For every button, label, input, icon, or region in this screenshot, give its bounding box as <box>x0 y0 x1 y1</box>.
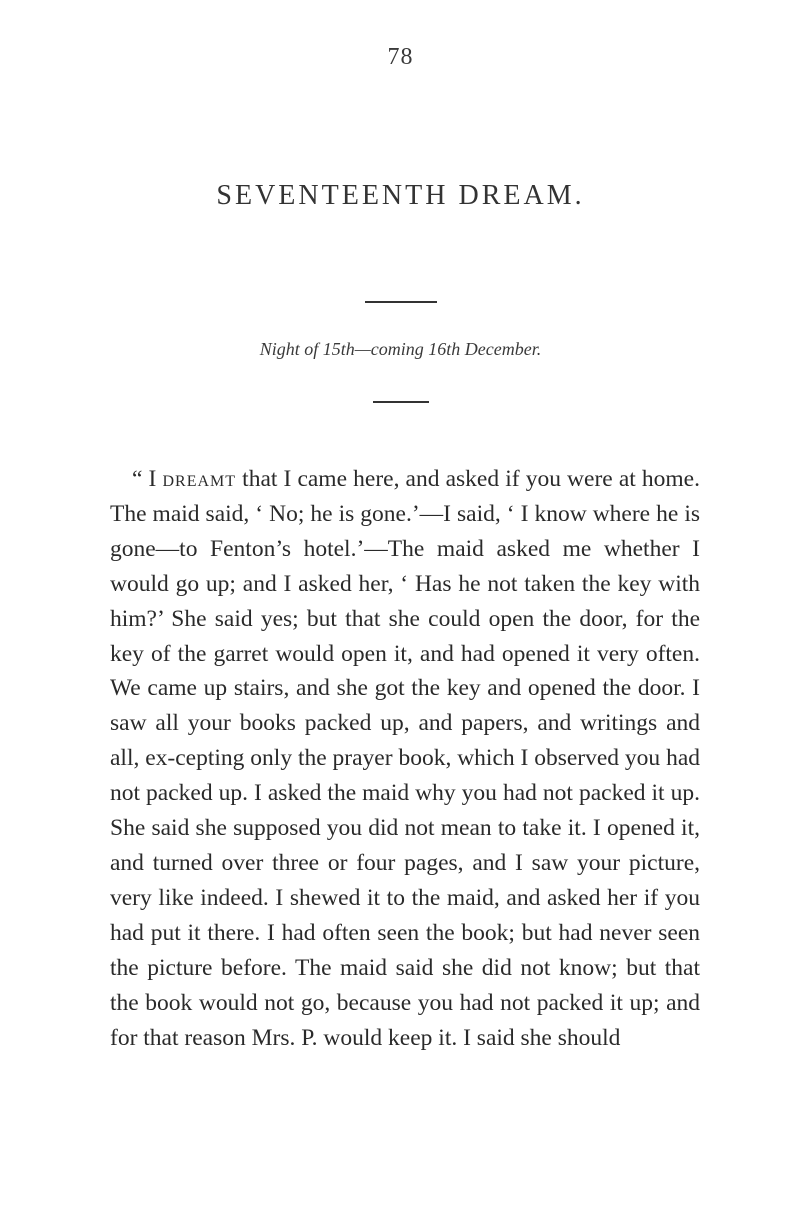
body-paragraph <box>110 462 700 1055</box>
title-rule-top <box>365 301 437 303</box>
body-text <box>110 462 700 1055</box>
opening-word: dreamt <box>162 466 237 492</box>
paragraph-text: that I came here, and asked if you were at home. The maid said, ‘ No; he is gone.’—I said, ‘ I know where he is gone—to Fenton’s hotel.’—The maid asked me whether I would go up; and I asked her, ‘ Has he not taken the key with him?’ She said yes; but that she could open the door, for the key of the garret would open it, and had opened it very often. We came up stairs, and she got the key and opened the door. I saw all your books packed up, and papers, and writings and all, ex-cepting only the prayer book, which I observed you had not packed up. I asked the maid why you had not packed it up. She said she supposed you did not mean to take it. I opened it, and turned over three or four pages, and I saw your picture, very like indeed. I shewed it to the maid, and asked her if you had put it there. I had often seen the book; but had never seen the picture before. The maid said she did not know; but that the book would not go, because you had not packed it up; and for that reason Mrs. P. would keep it. I said she should <box>110 466 700 1051</box>
title-rule-bottom <box>373 401 429 403</box>
opening-quote: “ I <box>132 466 163 492</box>
page-number: 78 <box>387 44 414 70</box>
chapter-subtitle: Night of 15th—coming 16th December. <box>259 339 542 359</box>
chapter-title: SEVENTEENTH DREAM. <box>216 180 585 211</box>
